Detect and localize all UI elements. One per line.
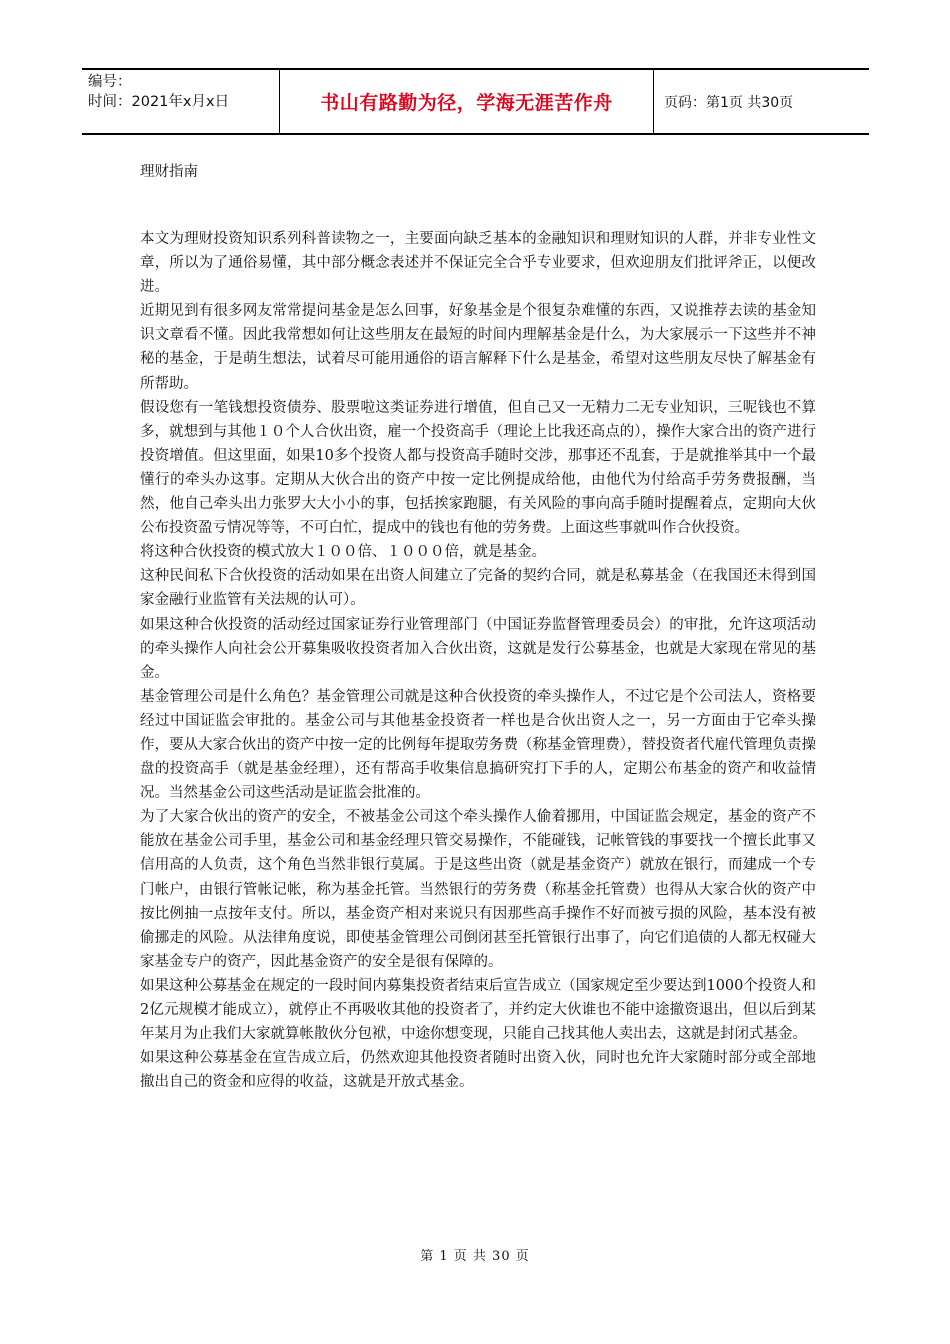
page-header [82, 68, 869, 135]
paragraph: 为了大家合伙出的资产的安全，不被基金公司这个牵头操作人偷着挪用，中国证监会规定，基金的资产不能放在基金公司手里，基金公司和基金经理只管交易操作，不能碰钱，记帐管钱的事要找一个擅长此事又信用高的人负责，这个角色当然非银行莫属。于是这些出资（就是基金资产）就放在银行，而建成一个专门帐户，由银行管帐记帐，称为基金托管。当然银行的劳务费（称基金托管费）也得从大家合伙的资产中按比例抽一点按年支付。所以，基金资产相对来说只有因那些高手操作不好而被亏损的风险，基本没有被偷挪走的风险。从法律角度说，即使基金管理公司倒闭甚至托管银行出事了，向它们追债的人都无权碰大家基金专户的资产，因此基金资产的安全是很有保障的。 [140, 809, 816, 970]
document-title: 理财指南 [140, 164, 198, 180]
motto-text: 书山有路勤为径，学海无涯苦作舟 [320, 92, 613, 114]
paragraph: 如果这种公募基金在规定的一段时间内募集投资者结束后宣告成立（国家规定至少要达到1000个投资人和2亿元规模才能成立），就停止不再吸收其他的投资者了，并约定大伙谁也不能中途撤资退出，但以后到某年某月为止我们大家就算帐散伙分包袱，中途你想变现，只能自己找其他人卖出去，这就是封闭式基金。 [140, 977, 816, 1043]
date-line: 时间：2021年x月x日 [88, 94, 230, 110]
serial-number-label: 编号： [88, 74, 132, 90]
paragraph: 本文为理财投资知识系列科普读物之一，主要面向缺乏基本的金融知识和理财知识的人群，并非专业性文章，所以为了通俗易懂，其中部分概念表述并不保证完全合乎专业要求，但欢迎朋友们批评斧正，以便改进。 [140, 231, 816, 296]
page-footer: 第 1 页 共 30 页 [420, 1249, 530, 1264]
paragraph: 基金管理公司是什么角色？基金管理公司就是这种合伙投资的牵头操作人，不过它是个公司法人，资格要经过中国证监会审批的。基金公司与其他基金投资者一样也是合伙出资人之一，另一方面由于它牵头操作，要从大家合伙出的资产中按一定的比例每年提取劳务费（称基金管理费），替投资者代雇代管理负责操盘的投资高手（就是基金经理），还有帮高手收集信息搞研究打下手的人，定期公布基金的资产和收益情况。当然基金公司这些活动是证监会批准的。 [140, 688, 816, 802]
header-page-cell [654, 70, 869, 133]
paragraph: 这种民间私下合伙投资的活动如果在出资人间建立了完备的契约合同，就是私募基金（在我国还未得到国家金融行业监管有关法规的认可）。 [140, 568, 816, 609]
paragraph: 假设您有一笔钱想投资债券、股票啦这类证券进行增值，但自己又一无精力二无专业知识，三呢钱也不算多，就想到与其他１０个人合伙出资，雇一个投资高手（理论上比我还高点的），操作大家合出的资产进行投资增值。但这里面，如果10多个投资人都与投资高手随时交涉，那事还不乱套，于是就推举其中一个最懂行的牵头办这事。定期从大伙合出的资产中按一定比例提成给他，由他代为付给高手劳务费报酬，当然，他自己牵头出力张罗大大小小的事，包括挨家跑腿，有关风险的事向高手随时提醒着点，定期向大伙公布投资盈亏情况等等，不可白忙，提成中的钱也有他的劳务费。上面这些事就叫作合伙投资。 [140, 399, 816, 537]
paragraph: 如果这种合伙投资的活动经过国家证券行业管理部门（中国证券监督管理委员会）的审批，允许这项活动的牵头操作人向社会公开募集吸收投资者加入合伙出资，这就是发行公募基金，也就是大家现在常见的基金。 [140, 616, 816, 681]
header-meta-cell [82, 70, 280, 133]
paragraph: 近期见到有很多网友常常提问基金是怎么回事，好象基金是个很复杂难懂的东西，又说推荐去读的基金知识文章看不懂。因此我常想如何让这些朋友在最短的时间内理解基金是什么，为大家展示一下这些并不神秘的基金，于是萌生想法，试着尽可能用通俗的语言解释下什么是基金，希望对这些朋友尽快了解基金有所帮助。 [140, 303, 816, 392]
page-info: 页码：第1页 共30页 [664, 94, 794, 111]
document-body [140, 227, 816, 1094]
paragraph: 将这种合伙投资的模式放大１００倍、１０００倍，就是基金。 [140, 544, 546, 561]
paragraph: 如果这种公募基金在宣告成立后，仍然欢迎其他投资者随时出资入伙，同时也允许大家随时部分或全部地撤出自己的资金和应得的收益，这就是开放式基金。 [140, 1050, 816, 1091]
header-motto-cell [280, 70, 654, 133]
